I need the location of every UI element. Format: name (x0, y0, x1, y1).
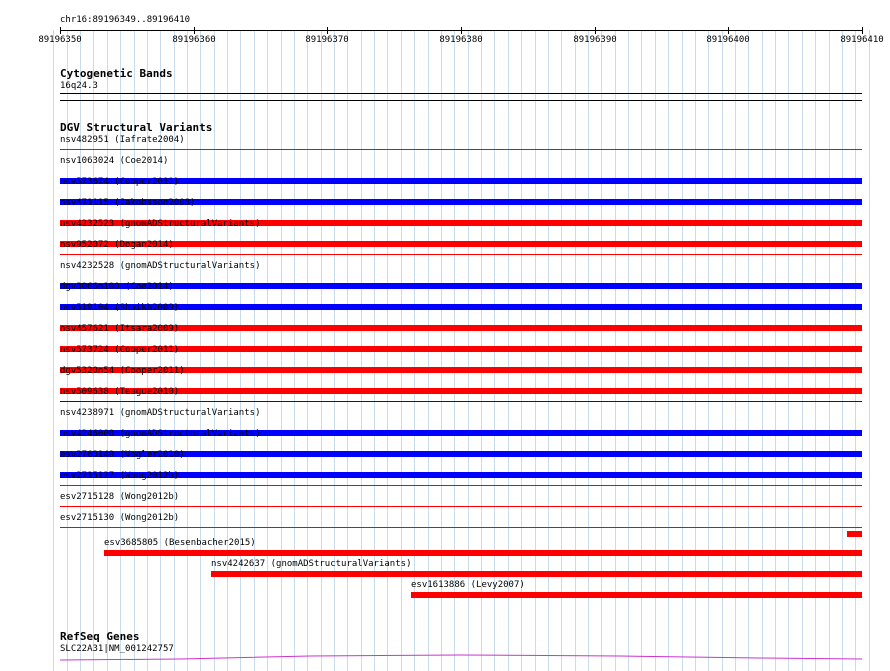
variant-label[interactable]: nsv519104 (Shaikh2009) (60, 303, 180, 313)
tick-mark (461, 27, 462, 34)
refseq-gene-label[interactable]: SLC22A31|NM_001242757 (60, 644, 174, 654)
variant-label[interactable]: esv1613886 (Levy2007) (411, 580, 525, 590)
variant-feature[interactable] (60, 325, 862, 331)
cytoband-track-title[interactable]: Cytogenetic Bands (60, 67, 173, 80)
variant-feature[interactable] (60, 149, 862, 150)
variant-feature[interactable] (60, 254, 862, 255)
variant-feature[interactable] (60, 485, 862, 486)
variant-label[interactable]: dgv3066n100 (Coe2014) (60, 282, 174, 292)
variant-label[interactable]: nsv4246000 (gnomADStructuralVariants) (60, 429, 261, 439)
dgv-track-title[interactable]: DGV Structural Variants (60, 121, 213, 134)
variant-label[interactable]: esv2715127 (Wong2012b) (60, 471, 180, 481)
grid-line (869, 30, 870, 671)
tick-label: 89196350 (38, 35, 82, 45)
variant-feature[interactable] (211, 571, 862, 577)
variant-feature[interactable] (60, 401, 862, 402)
variant-label[interactable]: nsv573674 (Cooper2011) (60, 177, 180, 187)
variant-label[interactable]: esv2715130 (Wong2012b) (60, 513, 180, 523)
tick-mark (194, 27, 195, 34)
cytoband-label[interactable]: 16q24.3 (60, 81, 98, 91)
variant-feature[interactable] (60, 527, 862, 528)
tick-label: 89196370 (305, 35, 349, 45)
tick-mark (327, 27, 328, 34)
tick-mark (60, 27, 61, 34)
tick-label: 89196400 (706, 35, 750, 45)
variant-label[interactable]: nsv4232523 (gnomADStructuralVariants) (60, 219, 261, 229)
variant-feature[interactable] (60, 304, 862, 310)
variant-label[interactable]: nsv573724 (Cooper2011) (60, 345, 180, 355)
variant-label[interactable]: nsv4238971 (gnomADStructuralVariants) (60, 408, 261, 418)
variant-feature[interactable] (60, 241, 862, 247)
variant-feature[interactable] (60, 388, 862, 394)
variant-feature[interactable] (60, 472, 862, 478)
variant-label[interactable]: esv2715128 (Wong2012b) (60, 492, 180, 502)
variant-feature[interactable] (60, 283, 862, 289)
cytoband-bottom-line (60, 100, 862, 101)
tick-label: 89196360 (172, 35, 216, 45)
variant-label[interactable]: nsv482951 (Iafrate2004) (60, 135, 185, 145)
variant-feature[interactable] (411, 592, 862, 598)
grid-line (53, 30, 54, 671)
variant-label[interactable]: nsv457621 (Itsara2009) (60, 324, 180, 334)
variant-label[interactable]: nsv952072 (Dogan2014) (60, 240, 174, 250)
variant-end-marker[interactable] (847, 531, 862, 537)
variant-label[interactable]: nsv471115 (Jakobsson2008) (60, 198, 196, 208)
location-label: chr16:89196349..89196410 (60, 15, 191, 25)
variant-label[interactable]: dgv5320n54 (Cooper2011) (60, 366, 185, 376)
variant-label[interactable]: esv3685805 (Besenbacher2015) (104, 538, 256, 548)
tick-mark (595, 27, 596, 34)
tick-mark (728, 27, 729, 34)
cytoband-top-line (60, 93, 862, 94)
variant-label[interactable]: nsv4232528 (gnomADStructuralVariants) (60, 261, 261, 271)
variant-feature[interactable] (104, 550, 862, 556)
variant-label[interactable]: nsv4242637 (gnomADStructuralVariants) (211, 559, 412, 569)
refseq-gene-feature[interactable] (60, 652, 862, 664)
tick-mark (862, 27, 863, 34)
variant-label[interactable]: nsv509638 (Teague2010) (60, 387, 180, 397)
gene-exon-line[interactable] (60, 655, 862, 660)
tick-label: 89196410 (840, 35, 884, 45)
tick-label: 89196390 (573, 35, 617, 45)
variant-feature[interactable] (60, 178, 862, 184)
refseq-track-title[interactable]: RefSeq Genes (60, 630, 140, 643)
variant-feature[interactable] (60, 346, 862, 352)
variant-feature[interactable] (60, 506, 862, 507)
variant-label[interactable]: nsv1063024 (Coe2014) (60, 156, 169, 166)
tick-label: 89196380 (439, 35, 483, 45)
variant-label[interactable]: esv2763149 (Vogler2010) (60, 450, 185, 460)
